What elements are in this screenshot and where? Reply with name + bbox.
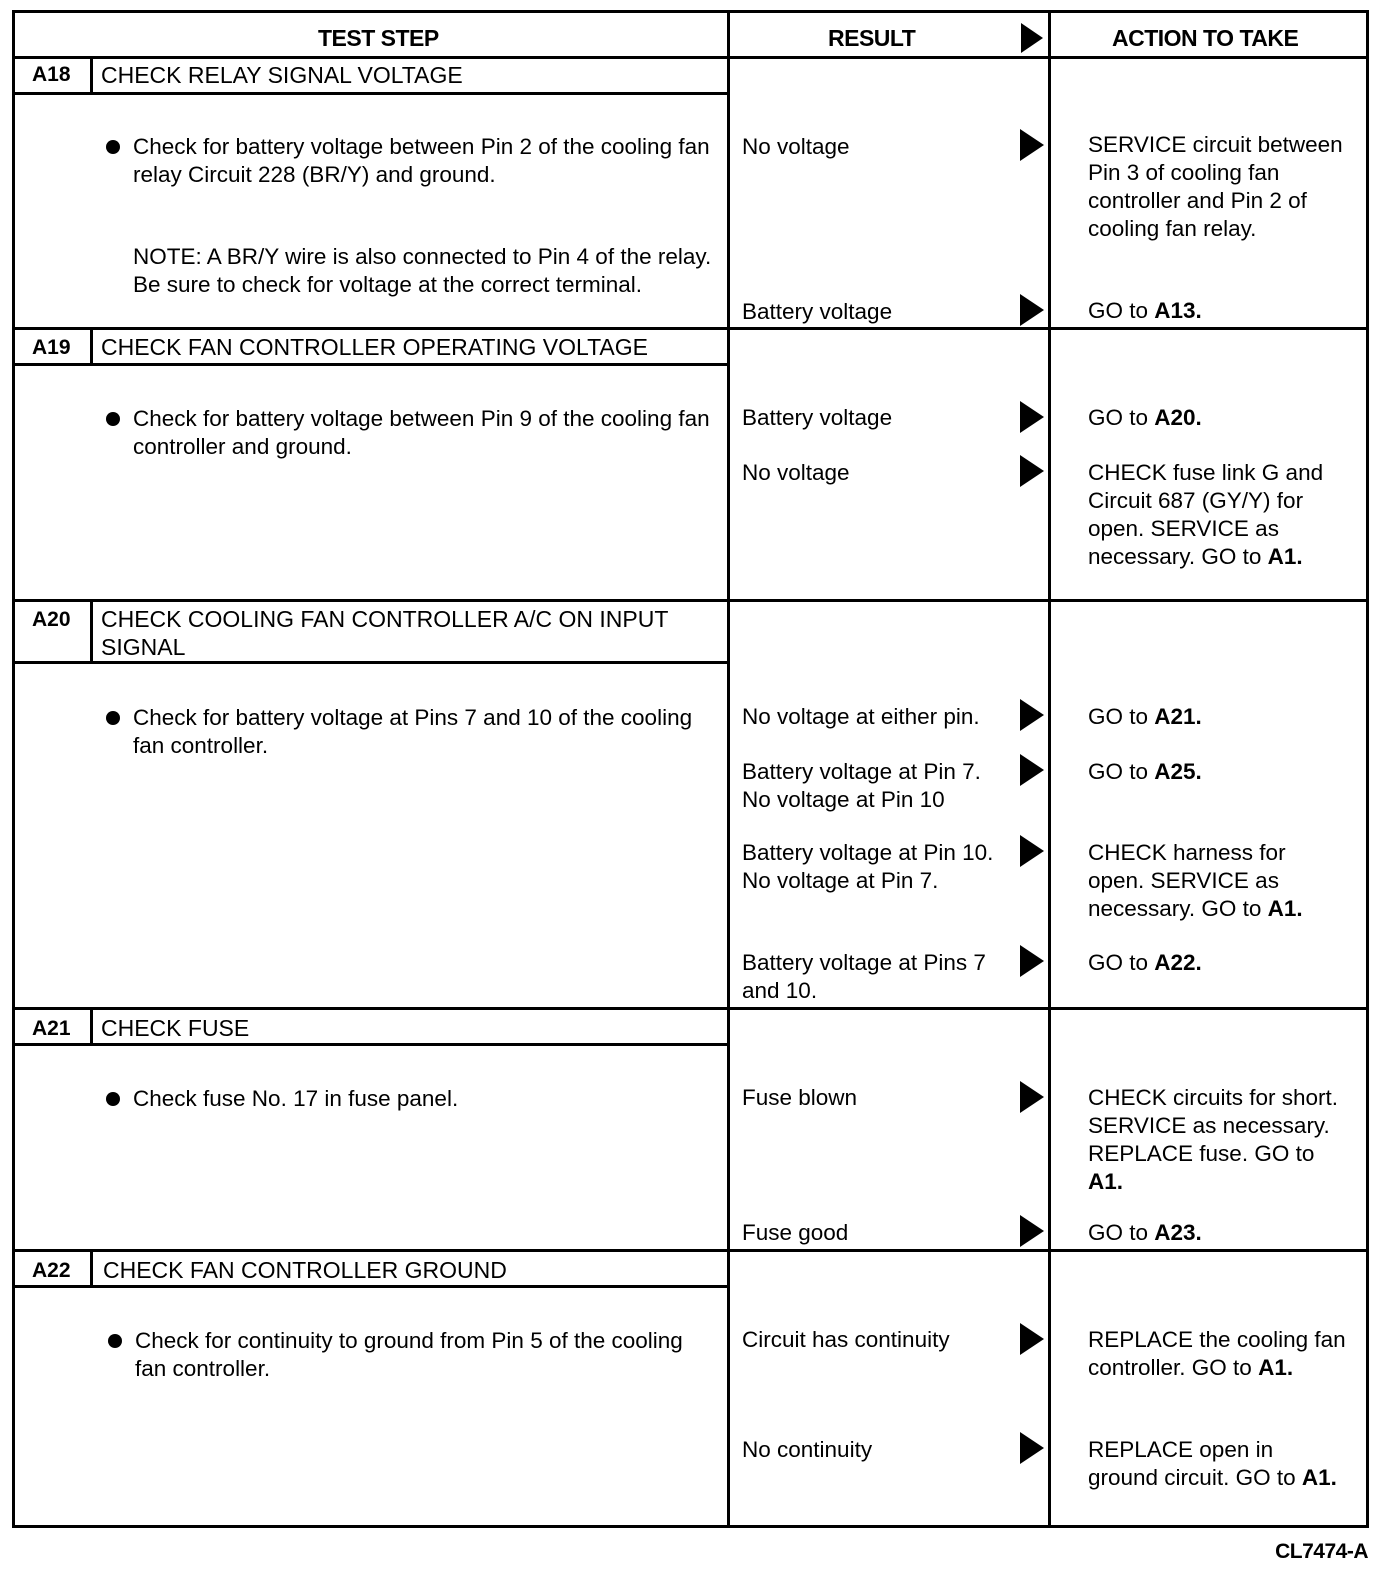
action-text: GO to A21. <box>1088 704 1202 729</box>
bullet-icon <box>108 1334 122 1348</box>
step-id: A18 <box>32 63 71 86</box>
id-divider <box>90 602 93 661</box>
arrow-icon <box>1020 401 1044 433</box>
result-text: No voltage <box>742 460 850 485</box>
result-text: Battery voltage at Pin 10. No voltage at Pin 7. <box>742 840 994 893</box>
action-text: REPLACE open in ground circuit. GO to A1. <box>1088 1437 1337 1490</box>
action-text: GO to A22. <box>1088 950 1202 975</box>
action-text: GO to A13. <box>1088 298 1202 323</box>
step-title: CHECK FUSE <box>101 1015 250 1041</box>
step-id: A20 <box>32 608 71 631</box>
arrow-icon <box>1020 945 1044 977</box>
arrow-icon <box>1020 754 1044 786</box>
bullet-icon <box>106 711 120 725</box>
action-text: GO to A25. <box>1088 759 1202 784</box>
step-id: A19 <box>32 336 71 359</box>
section-rule <box>15 599 1366 602</box>
action-text: GO to A20. <box>1088 405 1202 430</box>
step-note: NOTE: A BR/Y wire is also connected to Pin 4 of the relay. Be sure to check for voltage at the correct terminal. <box>133 244 712 297</box>
action-text: CHECK harness for open. SERVICE as necessary. GO to A1. <box>1088 840 1303 921</box>
action-text: SERVICE circuit between Pin 3 of cooling fan controller and Pin 2 of cooling fan relay. <box>1088 132 1343 241</box>
arrow-icon <box>1020 294 1044 326</box>
result-text: Battery voltage <box>742 299 893 324</box>
section-rule <box>15 1007 1366 1010</box>
step-instruction: Check fuse No. 17 in fuse panel. <box>133 1085 718 1113</box>
header-arrow-icon <box>1021 23 1043 53</box>
arrow-icon <box>1020 699 1044 731</box>
bullet-icon <box>106 412 120 426</box>
title-rule <box>15 363 727 366</box>
result-text: Battery voltage at Pins 7 and 10. <box>742 950 986 1003</box>
section-rule <box>15 327 1366 330</box>
header-rule <box>15 56 1366 59</box>
result-text: Battery voltage <box>742 405 893 430</box>
column-divider <box>727 13 730 1525</box>
result-text: No continuity <box>742 1437 873 1462</box>
bullet-icon <box>106 1092 120 1106</box>
title-rule <box>15 92 727 95</box>
id-divider <box>90 1010 93 1043</box>
header-action: ACTION TO TAKE <box>1112 25 1299 51</box>
step-instruction: Check for battery voltage between Pin 2 of the cooling fan relay Circuit 228 (BR/Y) and ground. <box>133 133 718 189</box>
arrow-icon <box>1020 1323 1044 1355</box>
arrow-icon <box>1020 129 1044 161</box>
bullet-icon <box>106 140 120 154</box>
arrow-icon <box>1020 455 1044 487</box>
step-id: A22 <box>32 1259 71 1282</box>
action-text: CHECK fuse link G and Circuit 687 (GY/Y) for open. SERVICE as necessary. GO to A1. <box>1088 460 1324 569</box>
figure-code: CL7474-A <box>1275 1540 1368 1563</box>
id-divider <box>90 59 93 92</box>
result-text: Battery voltage at Pin 7. No voltage at Pin 10 <box>742 759 981 812</box>
step-title: CHECK RELAY SIGNAL VOLTAGE <box>101 62 463 88</box>
arrow-icon <box>1020 1215 1044 1247</box>
title-rule <box>15 1043 727 1046</box>
title-rule <box>15 661 727 664</box>
step-title: CHECK FAN CONTROLLER GROUND <box>103 1257 507 1283</box>
step-instruction: Check for battery voltage at Pins 7 and 10 of the cooling fan controller. <box>133 704 718 760</box>
step-instruction: Check for battery voltage between Pin 9 of the cooling fan controller and ground. <box>133 405 718 461</box>
arrow-icon <box>1020 1081 1044 1113</box>
step-title: CHECK COOLING FAN CONTROLLER A/C ON INPUT SIGNAL <box>101 606 669 660</box>
id-divider <box>90 330 93 363</box>
action-text: CHECK circuits for short. SERVICE as necessary. REPLACE fuse. GO to A1. <box>1088 1085 1339 1194</box>
result-text: No voltage <box>742 134 850 159</box>
action-text: REPLACE the cooling fan controller. GO to A1. <box>1088 1327 1346 1380</box>
result-text: Fuse blown <box>742 1085 858 1110</box>
action-text: GO to A23. <box>1088 1220 1202 1245</box>
step-title: CHECK FAN CONTROLLER OPERATING VOLTAGE <box>101 334 648 360</box>
title-rule <box>15 1285 727 1288</box>
section-rule <box>15 1249 1366 1252</box>
header-result: RESULT <box>828 25 916 51</box>
result-text: Fuse good <box>742 1220 849 1245</box>
result-text: Circuit has continuity <box>742 1327 950 1352</box>
arrow-icon <box>1020 1432 1044 1464</box>
column-divider <box>1048 13 1051 1525</box>
id-divider <box>90 1252 93 1285</box>
result-text: No voltage at either pin. <box>742 704 980 729</box>
arrow-icon <box>1020 835 1044 867</box>
step-instruction: Check for continuity to ground from Pin 5 of the cooling fan controller. <box>135 1327 720 1383</box>
header-test-step: TEST STEP <box>318 25 439 51</box>
diagnostic-table <box>12 10 1369 1528</box>
step-id: A21 <box>32 1017 71 1040</box>
